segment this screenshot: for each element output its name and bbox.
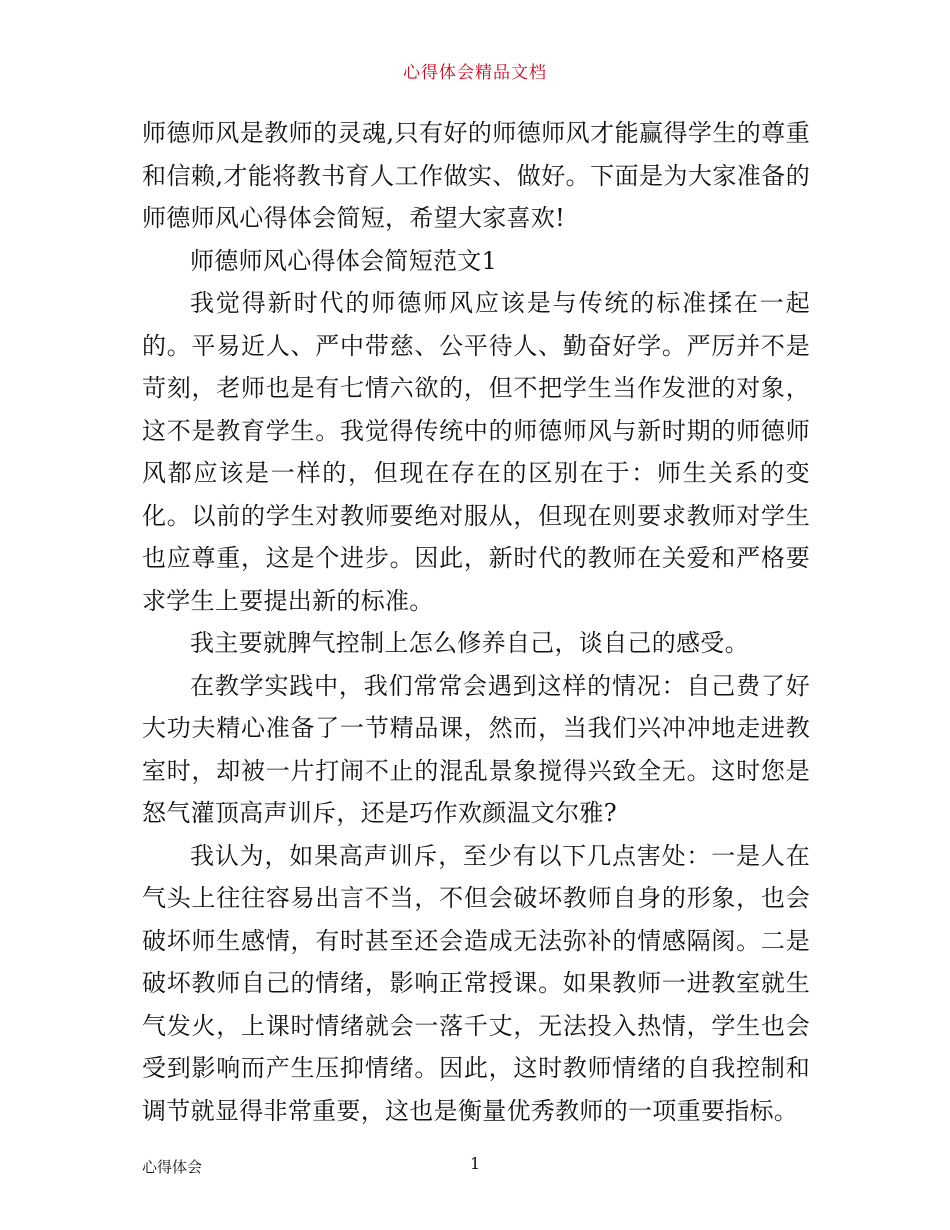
page-header-title: 心得体会精品文档 xyxy=(403,63,547,83)
section-heading: 师德师风心得体会简短范文1 xyxy=(190,246,498,275)
body-paragraph: 我主要就脾气控制上怎么修养自己，谈自己的感受。 xyxy=(190,629,749,657)
intro-paragraph: 师德师风是教师的灵魂,只有好的师德师风才能赢得学生的尊重和信赖,才能将教书育人工作做实、做好。下面是为大家准备的师德师风心得体会简短，希望大家喜欢! xyxy=(142,119,810,232)
body-paragraph: 在教学实践中，我们常常会遇到这样的情况：自己费了好大功夫精心准备了一节精品课，然而，当我们兴冲冲地走进教室时，却被一片打闹不止的混乱景象搅得兴致全无。这时您是怒气灌顶高声训斥，还是巧作欢颜温文尔雅? xyxy=(142,671,810,827)
body-paragraph: 我觉得新时代的师德师风应该是与传统的标准揉在一起的。平易近人、严中带慈、公平待人、勤奋好学。严厉并不是苛刻，老师也是有七情六欲的，但不把学生当作发泄的对象，这不是教育学生。我觉得传统中的师德师风与新时期的师德师风都应该是一样的，但现在存在的区别在于：师生关系的变化。以前的学生对教师要绝对服从，但现在则要求教师对学生也应尊重，这是个进步。因此，新时代的教师在关爱和严格要求学生上要提出新的标准。 xyxy=(142,289,810,615)
document-body xyxy=(142,112,810,1132)
page-number: 1 xyxy=(470,1154,481,1173)
footer-label: 心得体会 xyxy=(142,1158,203,1176)
body-paragraph: 我认为，如果高声训斥，至少有以下几点害处：一是人在气头上往往容易出言不当，不但会破坏教师自身的形象，也会破坏师生感情，有时甚至还会造成无法弥补的情感隔阂。二是破坏教师自己的情绪，影响正常授课。如果教师一进教室就生气发火，上课时情绪就会一落千丈，无法投入热情，学生也会受到影响而产生压抑情绪。因此，这时教师情绪的自我控制和调节就显得非常重要，这也是衡量优秀教师的一项重要指标。 xyxy=(142,841,810,1125)
